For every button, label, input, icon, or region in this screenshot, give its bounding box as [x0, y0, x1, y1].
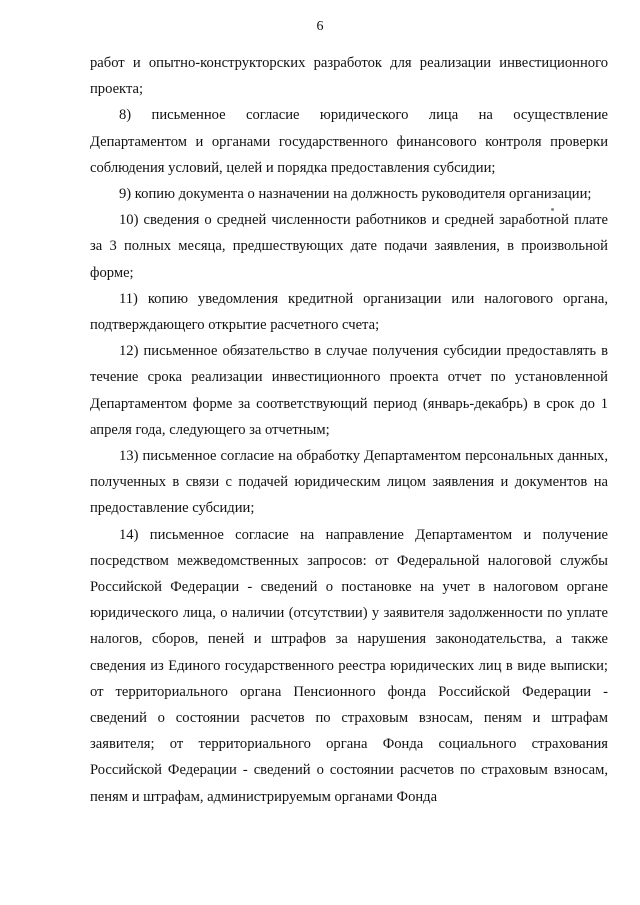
paragraph-item-14: 14) письменное согласие на направление Департаментом и получение посредством межведомственных запросов: от Федеральной налоговой службы Российской Федерации - сведений о постановке на учет в налоговом органе юридического лица, о наличии (отсутствии) у заявителя задолженности по уплате налогов, сборов, пеней и штрафов за нарушения законодательства, а также сведения из Единого государственного реестра юридических лиц в виде выписки; от территориального органа Пенсионного фонда Российской Федерации - сведений о состоянии расчетов по страховым взносам, пеням и штрафам заявителя; от территориального органа Фонда социального страхования Российской Федерации - сведений о состоянии расчетов по страховым взносам, пеням и штрафам, администрируемым органами Фонда [90, 526, 608, 805]
page-number: 6 [316, 19, 324, 34]
document-body [90, 50, 608, 810]
paragraph-item-12: 12) письменное обязательство в случае получения субсидии предоставлять в течение срока реализации инвестиционного проекта отчет по установленной Департаментом форме за соответствующий период (январь-декабрь) в срок до 1 апреля года, следующего за отчетным; [90, 343, 608, 438]
paragraph-item-13: 13) письменное согласие на обработку Департаментом персональных данных, полученных в связи с подачей юридическим лицом заявления и документов на предоставление субсидии; [90, 448, 608, 517]
paragraph-item-11: 11) копию уведомления кредитной организации или налогового органа, подтверждающего открытие расчетного счета; [90, 290, 608, 334]
paragraph-item-9: 9) копию документа о назначении на должность руководителя организации; [119, 186, 592, 203]
paragraph-item-10: 10) сведения о средней численности работников и средней заработной плате за 3 полных месяца, предшествующих дате подачи заявления, в произвольной форме; [90, 212, 608, 281]
paragraph-continuation: работ и опытно-конструкторских разработок для реализации инвестиционного проекта; [90, 55, 608, 98]
paragraph-item-8: 8) письменное согласие юридического лица на осуществление Департаментом и органами государственного финансового контроля проверки соблюдения условий, целей и порядка предоставления субсидии; [90, 107, 608, 176]
